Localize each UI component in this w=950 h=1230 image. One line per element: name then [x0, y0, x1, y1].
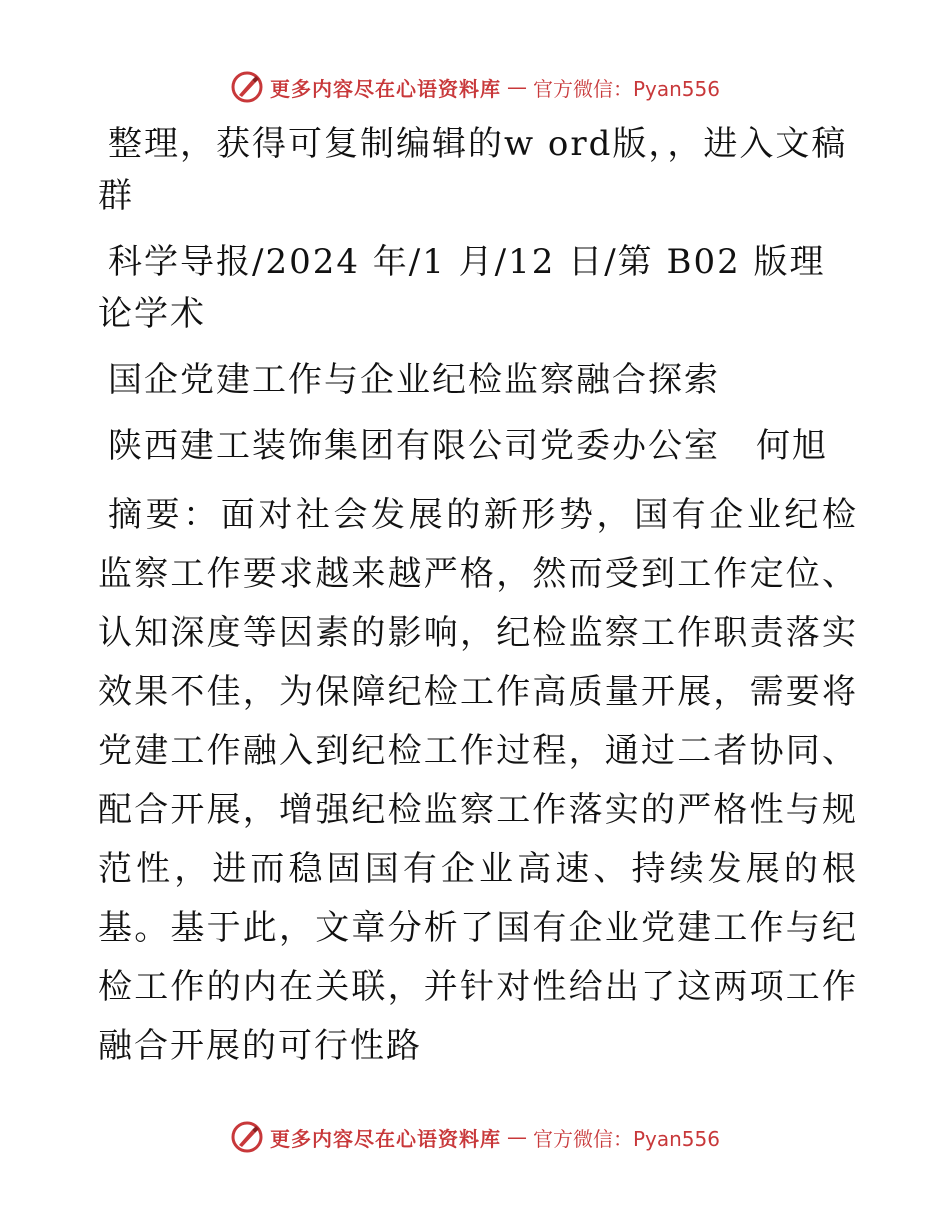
banner-wechat: 官方微信：Pyan556 — [532, 76, 720, 101]
banner-slogan: 更多内容尽在心语资料库 — [269, 76, 501, 101]
source-line: 科学导报/2024 年/1 月/12 日/第 B02 版理论学术 — [98, 242, 826, 334]
document-body — [98, 118, 858, 1090]
banner-slogan: 更多内容尽在心语资料库 — [269, 1126, 501, 1151]
pen-logo-icon — [230, 1120, 264, 1154]
intro-line: 整理，获得可复制编辑的w ord版，，进入文稿群 — [98, 124, 848, 216]
footer-banner — [0, 1120, 950, 1154]
author-line: 陕西建工装饰集团有限公司党委办公室 何旭 — [108, 426, 828, 466]
banner-separator: — — [506, 1125, 527, 1149]
pen-logo-icon — [230, 70, 264, 104]
header-banner — [0, 70, 950, 104]
abstract-paragraph: 摘要：面对社会发展的新形势，国有企业纪检监察工作要求越来越严格，然而受到工作定位、认知深度等因素的影响，纪检监察工作职责落实效果不佳，为保障纪检工作高质量开展，需要将党建工作融入到纪检工作过程，通过二者协同、配合开展，增强纪检监察工作落实的严格性与规范性，进而稳固国有企业高速、持续发展的根基。基于此，文章分析了国有企业党建工作与纪检工作的内在关联，并针对性给出了这两项工作融合开展的可行性路 — [98, 495, 858, 1066]
banner-separator: — — [506, 75, 527, 99]
article-title: 国企党建工作与企业纪检监察融合探索 — [108, 360, 720, 400]
banner-wechat: 官方微信：Pyan556 — [532, 1126, 720, 1151]
